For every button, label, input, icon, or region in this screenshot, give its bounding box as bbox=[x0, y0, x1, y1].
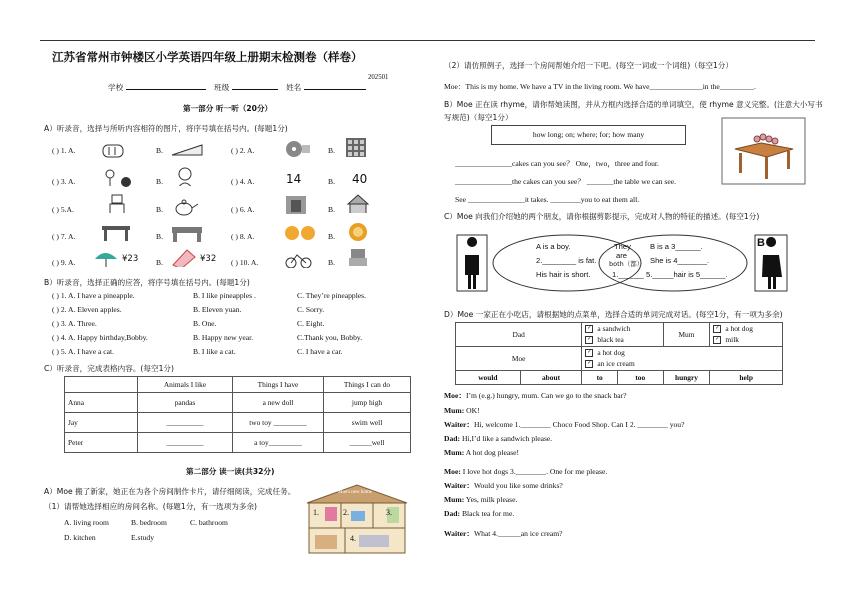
q9-b-price: ¥32 bbox=[200, 254, 217, 264]
q9-b-label: B. bbox=[156, 258, 163, 267]
dialogue-line bbox=[444, 391, 627, 400]
part1a-instruction: A）听录音，选择与所听内容相符的图片，将序号填在括号内。(每题1分) bbox=[44, 124, 288, 133]
rhyme-line: See _______________it takes. ________you to eat them all. bbox=[455, 195, 640, 204]
dialogue-line bbox=[444, 467, 607, 476]
part2a-sub1: （1）请帮她选择相应的房间名称。(每题1分，有一选项为多余) bbox=[44, 502, 258, 511]
part2a-sub2-line: Moe：This is my home. We have a TV in the living room. We have______________in the_________. bbox=[444, 82, 756, 91]
q6-label: ( ) 6. A. bbox=[231, 205, 255, 214]
chair-photo-icon bbox=[284, 194, 308, 214]
word-bank-row bbox=[456, 371, 783, 385]
house-num-3: 3. bbox=[386, 508, 392, 517]
name-label: 姓名 bbox=[286, 83, 302, 92]
answer-blank[interactable]: __________ bbox=[138, 433, 233, 453]
speaker-label: Waiter： bbox=[444, 529, 474, 538]
dad-items bbox=[582, 323, 663, 347]
q10-label: ( ) 10. A. bbox=[231, 258, 259, 267]
dialogue-line bbox=[444, 481, 563, 490]
moe-items bbox=[582, 347, 783, 371]
q9-a-price: ¥23 bbox=[122, 254, 139, 264]
answer-option: B. One. bbox=[193, 319, 217, 328]
dialogue-text: I love hot dogs 3.________. One for me please. bbox=[460, 467, 608, 476]
q1-label: ( ) 1. A. bbox=[52, 146, 76, 155]
check-icon: ✓ bbox=[587, 326, 592, 332]
venn-left-text: 2.________ is fat. bbox=[536, 256, 597, 265]
table-header-cell: Things I have bbox=[233, 377, 324, 393]
dialogue-text: Hi,I’d like a sandwich please. bbox=[460, 434, 553, 443]
answer-blank[interactable]: a toy_________ bbox=[233, 433, 324, 453]
answer-option: C. They’re pineapples. bbox=[297, 291, 367, 300]
page-title: 江苏省常州市钟楼区小学英语四年级上册期末检测卷（样卷） bbox=[52, 50, 363, 64]
venn-a-label: A bbox=[459, 237, 467, 249]
q8-b-label: B. bbox=[328, 232, 335, 241]
dad-label: Dad bbox=[456, 323, 582, 347]
dialogue-text: I’m (e.g.) hungry, mum. Can we go to the snack bar? bbox=[465, 391, 627, 400]
venn-left-text: His hair is short. bbox=[536, 270, 591, 279]
word-bank-item: hungry bbox=[663, 371, 710, 385]
dialogue-line bbox=[444, 495, 517, 504]
table-row bbox=[65, 433, 411, 453]
q3-b-label: B. bbox=[156, 177, 163, 186]
venn-mid-text: both（都） bbox=[609, 260, 644, 268]
dialogue-line bbox=[444, 529, 563, 538]
dialogue-text: Yes, milk please. bbox=[464, 495, 518, 504]
house-icon bbox=[345, 193, 373, 213]
answer-option: ( ) 1. A. I have a pineapple. bbox=[52, 291, 135, 300]
tiger-icon bbox=[283, 221, 317, 241]
house-title: Moe's new home bbox=[338, 490, 372, 495]
speaker-label: Dad: bbox=[444, 434, 461, 443]
word-bank-item: would bbox=[456, 371, 521, 385]
speaker-label: Mum: bbox=[444, 406, 465, 415]
table-row bbox=[65, 413, 411, 433]
dialogue-line bbox=[444, 448, 519, 457]
cd-icon bbox=[284, 138, 312, 158]
table-cell: Peter bbox=[65, 433, 138, 453]
rhyme-line: _______________cakes can you see？ One，two，three and four. bbox=[455, 159, 659, 168]
class-label: 班级 bbox=[214, 83, 230, 92]
part2a-instruction: A）Moe 搬了新家，她正在为各个房间制作卡片，请仔细阅读，完成任务。 bbox=[44, 487, 296, 496]
dialogue-line bbox=[444, 434, 552, 443]
option-a: A. living room bbox=[64, 518, 109, 527]
menu-item: a sandwich bbox=[597, 324, 631, 334]
class-field[interactable] bbox=[232, 82, 278, 90]
q2-label: ( ) 2. A. bbox=[231, 146, 255, 155]
menu-item: milk bbox=[725, 334, 739, 344]
part1b-instruction: B）听录音，选择正确的应答，将序号填在括号内。(每题1分) bbox=[44, 278, 250, 287]
table-icon bbox=[100, 221, 132, 241]
answer-option: C. Sorry. bbox=[297, 305, 325, 314]
dialogue-text: OK! bbox=[464, 406, 480, 415]
menu-item: a hot dog bbox=[725, 324, 753, 334]
table-header-cell: Animals I like bbox=[138, 377, 233, 393]
q3-label: ( ) 3. A. bbox=[52, 177, 76, 186]
teapot-icon bbox=[172, 196, 200, 216]
q5-label: ( ) 5.A. bbox=[52, 205, 74, 214]
desk-icon bbox=[170, 222, 204, 242]
q1-b-label: B. bbox=[156, 146, 163, 155]
exam-code: 202501 bbox=[368, 74, 389, 81]
dialogue-line bbox=[444, 420, 684, 429]
answer-option: ( ) 5. A. I have a cat. bbox=[52, 347, 114, 356]
part2-heading: 第二部分 读一读(共32分) bbox=[186, 467, 275, 476]
table-cell: Anna bbox=[65, 393, 138, 413]
girl-icon bbox=[172, 166, 200, 186]
q7-label: ( ) 7. A. bbox=[52, 232, 76, 241]
speaker-label: Moe: bbox=[444, 467, 461, 476]
venn-mid-text: They bbox=[614, 242, 631, 251]
table-cell: swim well bbox=[324, 413, 411, 433]
table-cell: a new doll bbox=[233, 393, 324, 413]
answer-option: B. I like pineapples . bbox=[193, 291, 256, 300]
bike-icon bbox=[285, 248, 313, 268]
check-icon: ✓ bbox=[587, 336, 592, 342]
moe-label: Moe bbox=[456, 347, 582, 371]
q6-b-label: B. bbox=[328, 205, 335, 214]
answer-blank[interactable]: ______well bbox=[324, 433, 411, 453]
house-num-2: 2. bbox=[343, 508, 349, 517]
robot-icon bbox=[104, 193, 132, 213]
part1c-instruction: C）听录音，完成表格内容。(每空1分) bbox=[44, 364, 174, 373]
house-num-4: 4. bbox=[350, 534, 356, 543]
part1-heading: 第一部分 听一听（20分） bbox=[183, 104, 273, 113]
word-bank-item: about bbox=[520, 371, 582, 385]
answer-blank[interactable]: two toy _________ bbox=[233, 413, 324, 433]
speaker-label: Moe： bbox=[444, 391, 466, 400]
number-40: 40 bbox=[352, 172, 368, 186]
boy-ball-icon bbox=[100, 168, 134, 188]
lion-icon bbox=[345, 221, 373, 241]
answer-option: C. I have a car. bbox=[297, 347, 343, 356]
answer-option: C.Thank you, Bobby. bbox=[297, 333, 363, 342]
cake-table-picture bbox=[721, 117, 806, 185]
mum-items bbox=[710, 323, 783, 347]
mum-label: Mum bbox=[663, 323, 710, 347]
speaker-label: Waiter： bbox=[444, 420, 474, 429]
answer-option: B. Happy new year. bbox=[193, 333, 254, 342]
word-bank-item: too bbox=[617, 371, 663, 385]
check-icon: ✓ bbox=[587, 350, 592, 356]
part2a-sub2: （2）请仿照例子，选择一个房间帮她介绍一下吧。(每空一词或一个词组)（每空1分） bbox=[444, 61, 733, 70]
venn-right-text: She is 4_______. bbox=[650, 256, 710, 265]
house-num-1: 1. bbox=[313, 508, 319, 517]
word-bank-item: to bbox=[582, 371, 618, 385]
menu-item: an ice cream bbox=[597, 358, 635, 368]
cake-slice-icon bbox=[170, 139, 204, 159]
answer-option: ( ) 2. A. Eleven apples. bbox=[52, 305, 122, 314]
answer-option: C. Eight. bbox=[297, 319, 325, 328]
venn-right-text: B is a 3______. bbox=[650, 242, 703, 251]
table-header-cell bbox=[65, 377, 138, 393]
venn-left-text: A is a boy. bbox=[536, 242, 571, 251]
check-icon: ✓ bbox=[587, 360, 592, 366]
menu-item: a hot dog bbox=[597, 348, 625, 358]
option-e: E.study bbox=[131, 533, 154, 542]
option-d: D. kitchen bbox=[64, 533, 96, 542]
robot-toy-icon bbox=[345, 246, 373, 266]
word-bank-item: help bbox=[710, 371, 783, 385]
table-cell: Jay bbox=[65, 413, 138, 433]
answer-option: B. Eleven yuan. bbox=[193, 305, 242, 314]
number-14: 14 bbox=[286, 172, 302, 186]
q9-label: ( ) 9. A. bbox=[52, 258, 76, 267]
dialogue-line bbox=[444, 406, 480, 415]
q2-b-label: B. bbox=[328, 146, 335, 155]
part2b-instruction: B）Moe 正在读 rhyme，请你帮她读图，并从方框内选择合适的单词填空，使 rhyme 意义完整。(注意大小写书写规范)（每空1分） bbox=[444, 100, 823, 122]
menu-table bbox=[455, 322, 783, 385]
bread-icon bbox=[100, 139, 128, 159]
speaker-label: Mum: bbox=[444, 495, 465, 504]
part2c-instruction: C）Moe 向我们介绍她的两个朋友，请你根据剪影提示，完成对人物的特征的描述。(每空1分) bbox=[444, 212, 760, 221]
check-icon: ✓ bbox=[715, 336, 720, 342]
rhyme-line: _______________the cakes can you see？ _______the table we can see. bbox=[455, 177, 676, 186]
dialogue-text: A hot dog please! bbox=[464, 448, 520, 457]
answer-blank[interactable]: __________ bbox=[138, 413, 233, 433]
venn-right-text: 5._____hair is 5______. bbox=[646, 270, 728, 279]
dialogue-line bbox=[444, 509, 514, 518]
dialogue-text: Hi, welcome 1.________ Choco Food Shop. Can I 2. ________ you? bbox=[473, 420, 685, 429]
q7-b-label: B. bbox=[156, 232, 163, 241]
name-field[interactable] bbox=[304, 82, 366, 90]
table-header-cell: Things I can do bbox=[324, 377, 411, 393]
q5-b-label: B. bbox=[156, 205, 163, 214]
venn-mid-text: 1.______ bbox=[612, 270, 644, 279]
school-label: 学校 bbox=[108, 83, 124, 92]
speaker-label: Waiter： bbox=[444, 481, 474, 490]
option-c: C. bathroom bbox=[190, 518, 228, 527]
q8-label: ( ) 8. A. bbox=[231, 232, 255, 241]
speaker-label: Dad: bbox=[444, 509, 461, 518]
school-field[interactable] bbox=[126, 82, 206, 90]
umbrella-icon bbox=[93, 247, 121, 267]
part2d-instruction: D）Moe 一家正在小吃店，请根据她的点菜单，选择合适的单词完成对话。(每空1分，有一项为多余) bbox=[444, 310, 783, 319]
dialogue-text: Would you like some drinks? bbox=[473, 481, 563, 490]
table-cell: pandas bbox=[138, 393, 233, 413]
venn-mid-text: are bbox=[616, 251, 627, 260]
kite-icon bbox=[169, 247, 197, 267]
answer-option: ( ) 4. A. Happy birthday,Bobby. bbox=[52, 333, 148, 342]
check-icon: ✓ bbox=[715, 326, 720, 332]
menu-item: black tea bbox=[597, 334, 624, 344]
option-b: B. bedroom bbox=[131, 518, 167, 527]
q4-b-label: B. bbox=[328, 177, 335, 186]
info-line bbox=[108, 82, 366, 92]
q10-b-label: B. bbox=[328, 258, 335, 267]
dialogue-text: What 4.______an ice cream? bbox=[473, 529, 563, 538]
table-row bbox=[65, 393, 411, 413]
part1c-table bbox=[64, 376, 411, 453]
answer-option: ( ) 3. A. Three. bbox=[52, 319, 97, 328]
window-icon bbox=[345, 137, 367, 157]
top-rule bbox=[40, 40, 815, 41]
dialogue-text: Black tea for me. bbox=[460, 509, 515, 518]
table-cell: jump high bbox=[324, 393, 411, 413]
word-box: how long; on; where; for; how many bbox=[491, 125, 686, 145]
speaker-label: Mum: bbox=[444, 448, 465, 457]
venn-b-label: B bbox=[757, 237, 765, 249]
q4-label: ( ) 4. A. bbox=[231, 177, 255, 186]
answer-option: B. I like a cat. bbox=[193, 347, 236, 356]
